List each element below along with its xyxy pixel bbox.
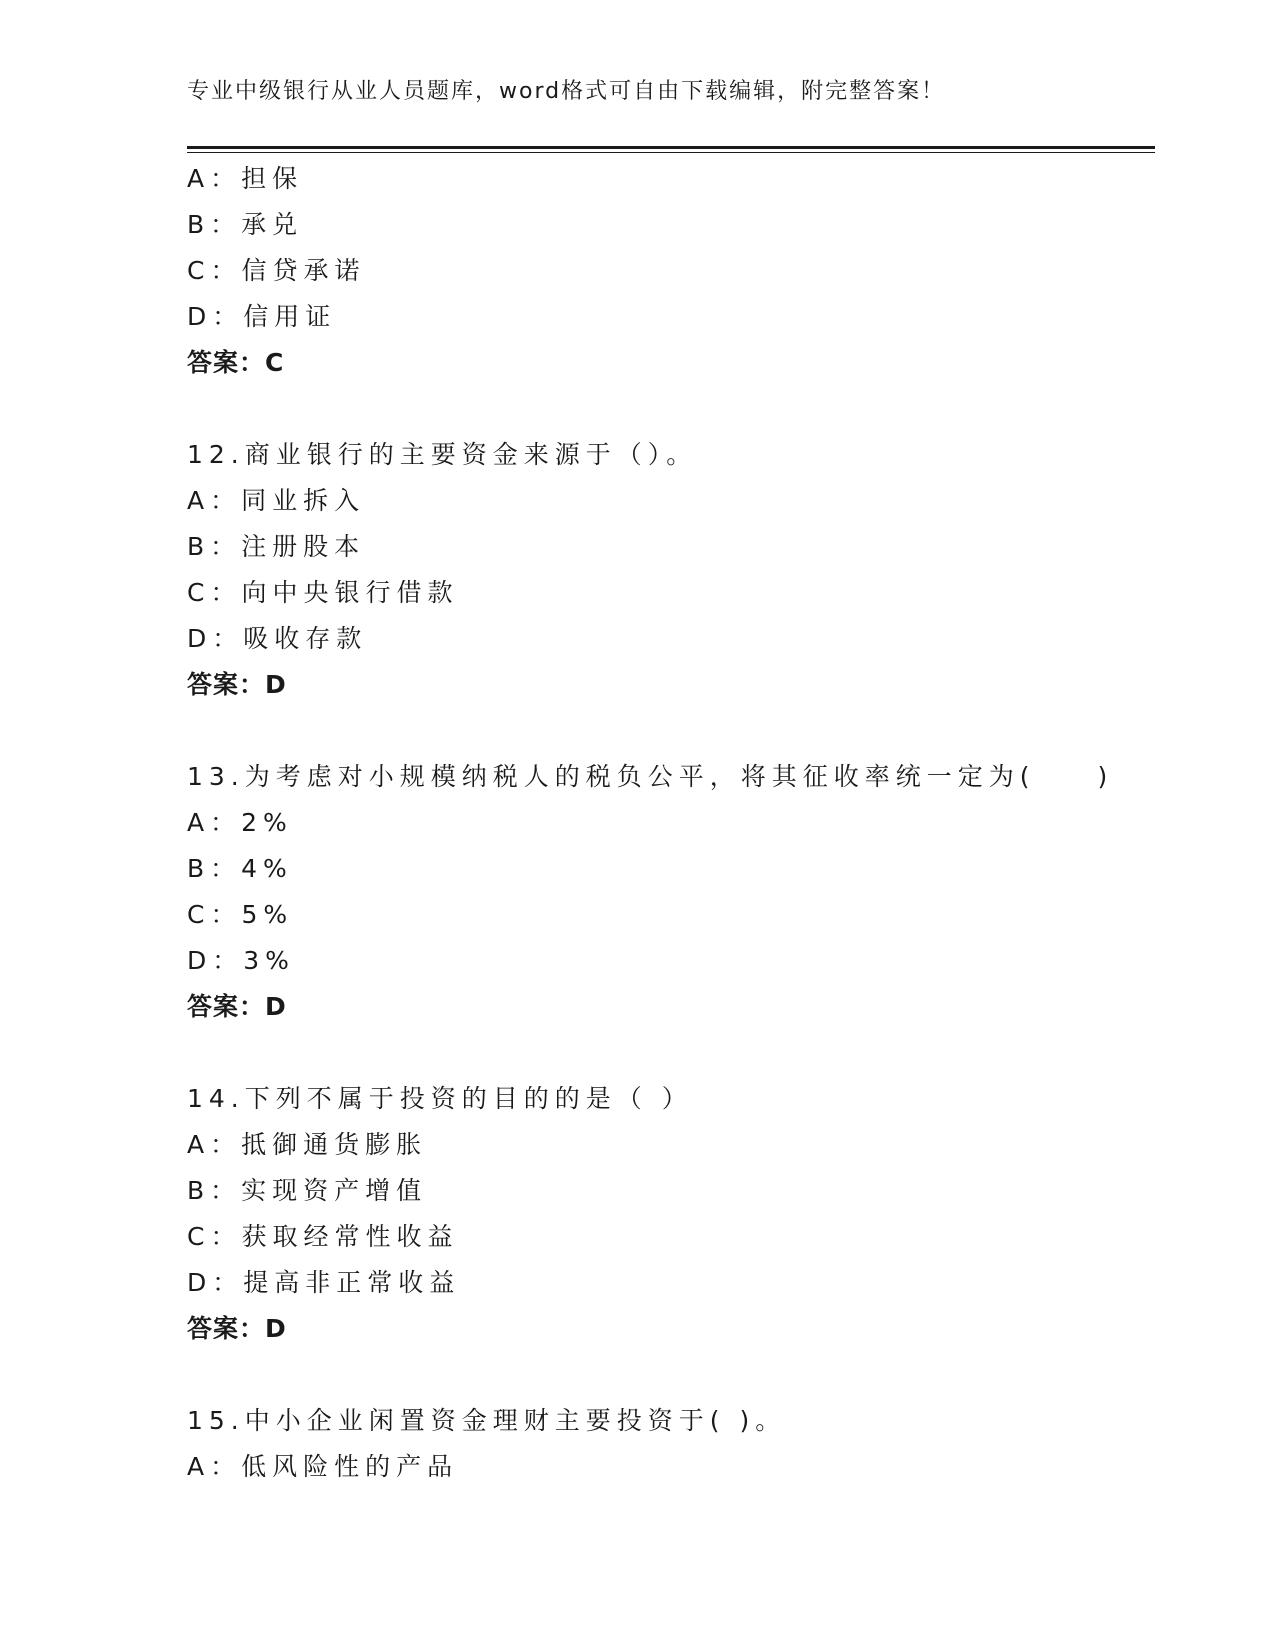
option-b: B：承兑: [187, 210, 304, 239]
option-a: A：2%: [187, 808, 293, 837]
option-a: A：抵御通货膨胀: [187, 1130, 428, 1159]
question-block: [187, 754, 1155, 1030]
question-text: 12.商业银行的主要资金来源于（）。: [187, 440, 698, 469]
header-rule-thin: [187, 152, 1155, 153]
spacer: [187, 708, 1155, 754]
option-c: C：向中央银行借款: [187, 578, 459, 607]
option-b: B：实现资产增值: [187, 1176, 428, 1205]
option-c: C：获取经常性收益: [187, 1222, 459, 1251]
option-a: A：同业拆入: [187, 486, 366, 515]
question-text: 15.中小企业闲置资金理财主要投资于( )。: [187, 1406, 787, 1435]
option-d: D：信用证: [187, 302, 337, 331]
option-a: A：低风险性的产品: [187, 1452, 459, 1481]
option-a: A：担保: [187, 164, 304, 193]
question-text: 13.为考虑对小规模纳税人的税负公平，将其征收率统一定为( ): [187, 762, 1114, 791]
question-block: [187, 1398, 1155, 1490]
spacer: [187, 1352, 1155, 1398]
page-header: 专业中级银行从业人员题库，word格式可自由下载编辑，附完整答案！: [187, 79, 946, 104]
question-block: [187, 156, 1155, 386]
option-b: B：注册股本: [187, 532, 366, 561]
option-d: D：3%: [187, 946, 295, 975]
answer-line: 答案：D: [187, 1314, 287, 1343]
option-d: D：吸收存款: [187, 624, 368, 653]
answer-line: 答案：D: [187, 670, 287, 699]
question-block: [187, 432, 1155, 708]
spacer: [187, 1030, 1155, 1076]
spacer: [187, 386, 1155, 432]
option-d: D：提高非正常收益: [187, 1268, 461, 1297]
question-text: 14.下列不属于投资的目的的是（ ）: [187, 1084, 693, 1113]
answer-line: 答案：C: [187, 348, 285, 377]
question-list: [187, 156, 1155, 1490]
option-b: B：4%: [187, 854, 293, 883]
question-block: [187, 1076, 1155, 1352]
answer-line: 答案：D: [187, 992, 287, 1021]
header-rule-thick: [187, 146, 1155, 149]
option-c: C：5%: [187, 900, 294, 929]
option-c: C：信贷承诺: [187, 256, 366, 285]
